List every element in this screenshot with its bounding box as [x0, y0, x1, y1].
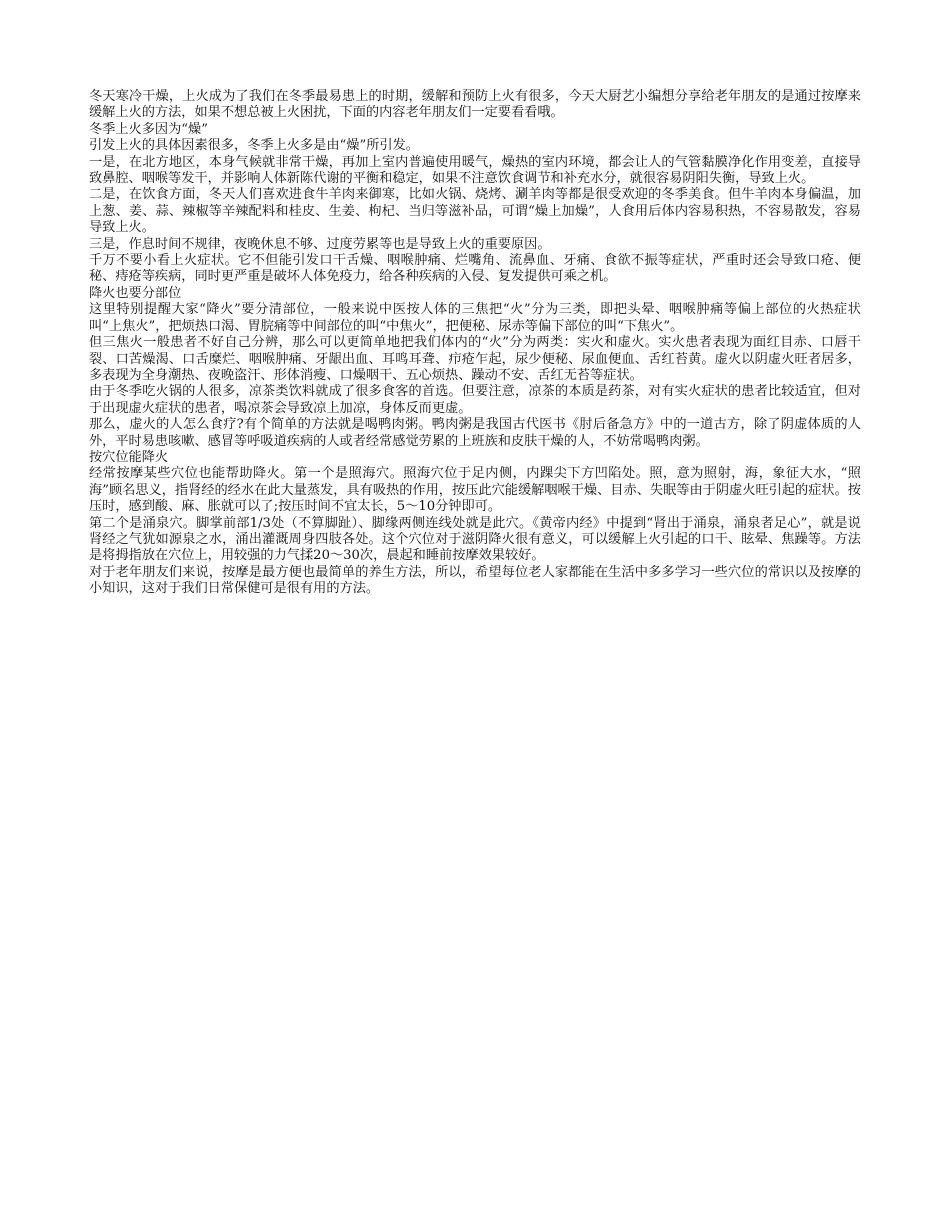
paragraph-excess-deficiency: 但三焦火一般患者不好自己分辨，那么可以更简单地把我们体内的“火”分为两类：实火和虚火。实火患者表现为面红目赤、口唇干裂、口苦燥渴、口舌糜烂、咽喉肿痛、牙龈出血、耳鸣耳聋、疖疮乍起，尿少便秘、尿血便血、舌红苔黄。虚火以阴虚火旺者居多，多表现为全身潮热、夜晚盗汗、形体消瘦、口燥咽干、五心烦热、躁动不安、舌红无苔等症状。 [89, 335, 861, 383]
paragraph-cause-climate: 一是，在北方地区，本身气候就非常干燥，再加上室内普遍使用暖气，燥热的室内环境，都会让人的气管黏膜净化作用变差，直接导致鼻腔、咽喉等发干，并影响人体新陈代谢的平衡和稳定，如果不注意饮食调节和补充水分，就很容易阴阳失衡，导致上火。 [89, 154, 861, 187]
section-heading-parts: 降火也要分部位 [89, 285, 182, 301]
paragraph-duck-porridge: 那么，虚火的人怎么食疗?有个简单的方法就是喝鸭肉粥。鸭肉粥是我国古代医书《肘后备急方》中的一道古方，除了阴虚体质的人外，平时易患咳嗽、感冒等呼吸道疾病的人或者经常感觉劳累的上班族和皮肤干燥的人，不妨常喝鸭肉粥。 [89, 417, 861, 449]
section-heading-acupoints: 按穴位能降火 [89, 449, 169, 465]
paragraph-zhaohai-point: 经常按摩某些穴位也能帮助降火。第一个是照海穴。照海穴位于足内侧，内踝尖下方凹陷处。照，意为照射，海，象征大水，“照海”顾名思义，指肾经的经水在此大量蒸发，具有吸热的作用，按压此穴能缓解咽喉干燥、目赤、失眠等由于阴虚火旺引起的症状。按压时，感到酸、麻、胀就可以了;按压时间不宜太长，5～10分钟即可。 [89, 466, 861, 515]
paragraph-herbal-tea: 由于冬季吃火锅的人很多，凉茶类饮料就成了很多食客的首选。但要注意，凉茶的本质是药茶，对有实火症状的患者比较适宜，但对于出现虚火症状的患者，喝凉茶会导致凉上加凉，身体反而更虚。 [89, 384, 861, 416]
intro-paragraph: 冬天寒冷干燥，上火成为了我们在冬季最易患上的时期，缓解和预防上火有很多，今天大厨艺小编想分享给老年朋友的是通过按摩来缓解上火的方法，如果不想总被上火困扰，下面的内容老年朋友们一定要看看哦。 [89, 89, 861, 121]
paragraph-symptoms: 千万不要小看上火症状。它不但能引发口干舌燥、咽喉肿痛、烂嘴角、流鼻血、牙痛、食欲不振等症状，严重时还会导致口疮、便秘、痔疮等疾病，同时更严重是破坏人体免疫力，给各种疾病的入侵、复发提供可乘之机。 [89, 253, 861, 285]
paragraph-conclusion: 对于老年朋友们来说，按摩是最方便也最简单的养生方法，所以，希望每位老人家都能在生活中多多学习一些穴位的常识以及按摩的小知识，这对于我们日常保健可是很有用的方法。 [89, 564, 861, 597]
paragraph-cause-schedule: 三是，作息时间不规律，夜晚休息不够、过度劳累等也是导致上火的重要原因。 [89, 236, 551, 252]
article-body [89, 89, 861, 598]
paragraph-cause-diet: 二是，在饮食方面，冬天人们喜欢进食牛羊肉来御寒，比如火锅、烧烤、涮羊肉等都是很受欢迎的冬季美食。但牛羊肉本身偏温，加上葱、姜、蒜、辣椒等辛辣配料和桂皮、生姜、枸杞、当归等滋补品，可谓“燥上加燥”，人食用后体内容易积热，不容易散发，容易导致上火。 [89, 187, 861, 236]
paragraph-three-jiao: 这里特别提醒大家“降火”要分清部位，一般来说中医按人体的三焦把“火”分为三类，即把头晕、咽喉肿痛等偏上部位的火热症状叫“上焦火”，把烦热口渴、胃脘痛等中间部位的叫“中焦火”，把便秘、尿赤等偏下部位的叫“下焦火”。 [89, 302, 861, 334]
paragraph-cause-summary: 引发上火的具体因素很多，冬季上火多是由“燥”所引发。 [89, 138, 419, 154]
paragraph-yongquan-point: 第二个是涌泉穴。脚掌前部1/3处（不算脚趾）、脚缘两侧连线处就是此穴。《黄帝内经》中提到“肾出于涌泉，涌泉者足心”，就是说肾经之气犹如源泉之水，涌出灌溉周身四肢各处。这个穴位对于滋阴降火很有意义，可以缓解上火引起的口干、眩晕、焦躁等。方法是将拇指放在穴位上，用较强的力气揉20～30次，晨起和睡前按摩效果较好。 [89, 515, 861, 564]
section-heading-dryness: 冬季上火多因为“燥” [89, 121, 208, 137]
